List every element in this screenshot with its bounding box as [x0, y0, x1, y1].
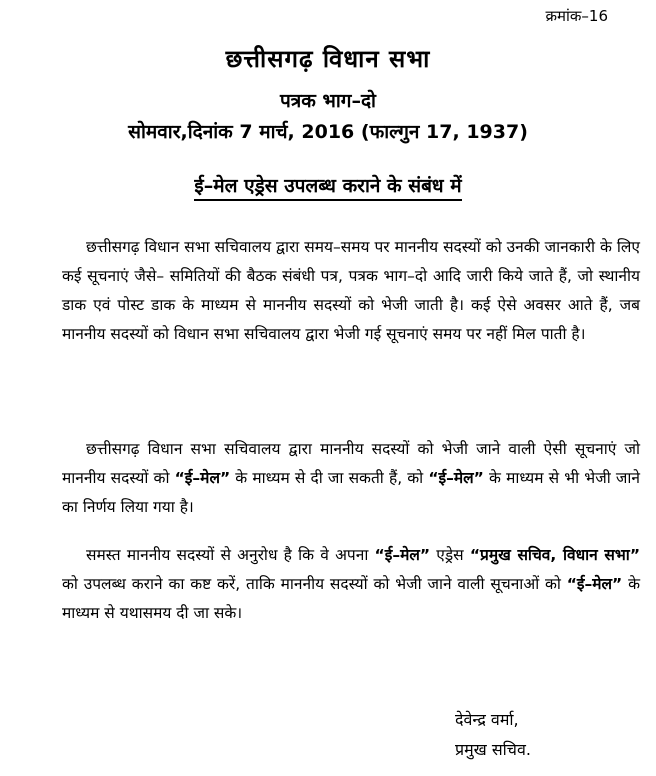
paragraph-3-text-b: एड्रेस [430, 546, 470, 564]
signatory-name: देवेन्द्र वर्मा, [455, 710, 519, 729]
paragraph-2 [62, 435, 640, 522]
paragraph-1: छत्तीसगढ़ विधान सभा सचिवालय द्वारा समय–समय पर माननीय सदस्यों को उनकी जानकारी के लिए कई सूचनाएं जैसे– समितियों की बैठक संबंधी पत्र, पत्रक भाग–दो आदि जारी किये जाते हैं, जो स्थानीय डाक एवं पोस्ट डाक के माध्यम से माननीय सदस्यों को भेजी जाती है। कई ऐसे अवसर आते हैं, जब माननीय सदस्यों को विधान सभा सचिवालय द्वारा भेजी गई सूचनाएं समय पर नहीं मिल पाती है। [62, 238, 640, 343]
subject-text: ई–मेल एड्रेस उपलब्ध कराने के संबंध में [194, 175, 461, 201]
email-term: “ई–मेल” [428, 469, 484, 487]
paragraph-3-text-d: के माध्यम से यथासमय दी जा सके। [62, 575, 640, 622]
email-term: “ई–मेल” [374, 546, 431, 564]
signatory-designation: प्रमुख सचिव. [455, 740, 531, 759]
assembly-title: छत्तीसगढ़ विधान सभा [225, 45, 431, 73]
email-term: “ई–मेल” [174, 469, 231, 487]
email-term: “ई–मेल” [566, 575, 623, 593]
paragraph-2-text-b: के माध्यम से दी जा सकती हैं, को [230, 469, 429, 487]
subject-heading [0, 172, 656, 198]
paragraph-3 [62, 541, 640, 628]
date-line: सोमवार,दिनांक 7 मार्च, 2016 (फाल्गुन 17, 1937) [128, 121, 528, 143]
paragraph-2-text-a: छत्तीसगढ़ विधान सभा सचिवालय द्वारा माननीय सदस्यों को भेजी जाने वाली ऐसी सूचनाएं जो माननीय सदस्यों को [62, 440, 640, 487]
bulletin-subtitle: पत्रक भाग–दो [280, 90, 376, 112]
paragraph-2-text-c: के माध्यम से भी भेजी जाने का निर्णय लिया गया है। [62, 469, 640, 516]
signature-block [455, 705, 531, 765]
office-address-term: “प्रमुख सचिव, विधान सभा” [469, 546, 641, 564]
paragraph-3-text-a: समस्त माननीय सदस्यों से अनुरोध है कि वे अपना [86, 546, 375, 564]
serial-number: क्रमांक–16 [545, 7, 608, 25]
paragraph-3-text-c: को उपलब्ध कराने का कष्ट करें, ताकि माननीय सदस्यों को भेजी जाने वाली सूचनाओं को [62, 575, 567, 593]
